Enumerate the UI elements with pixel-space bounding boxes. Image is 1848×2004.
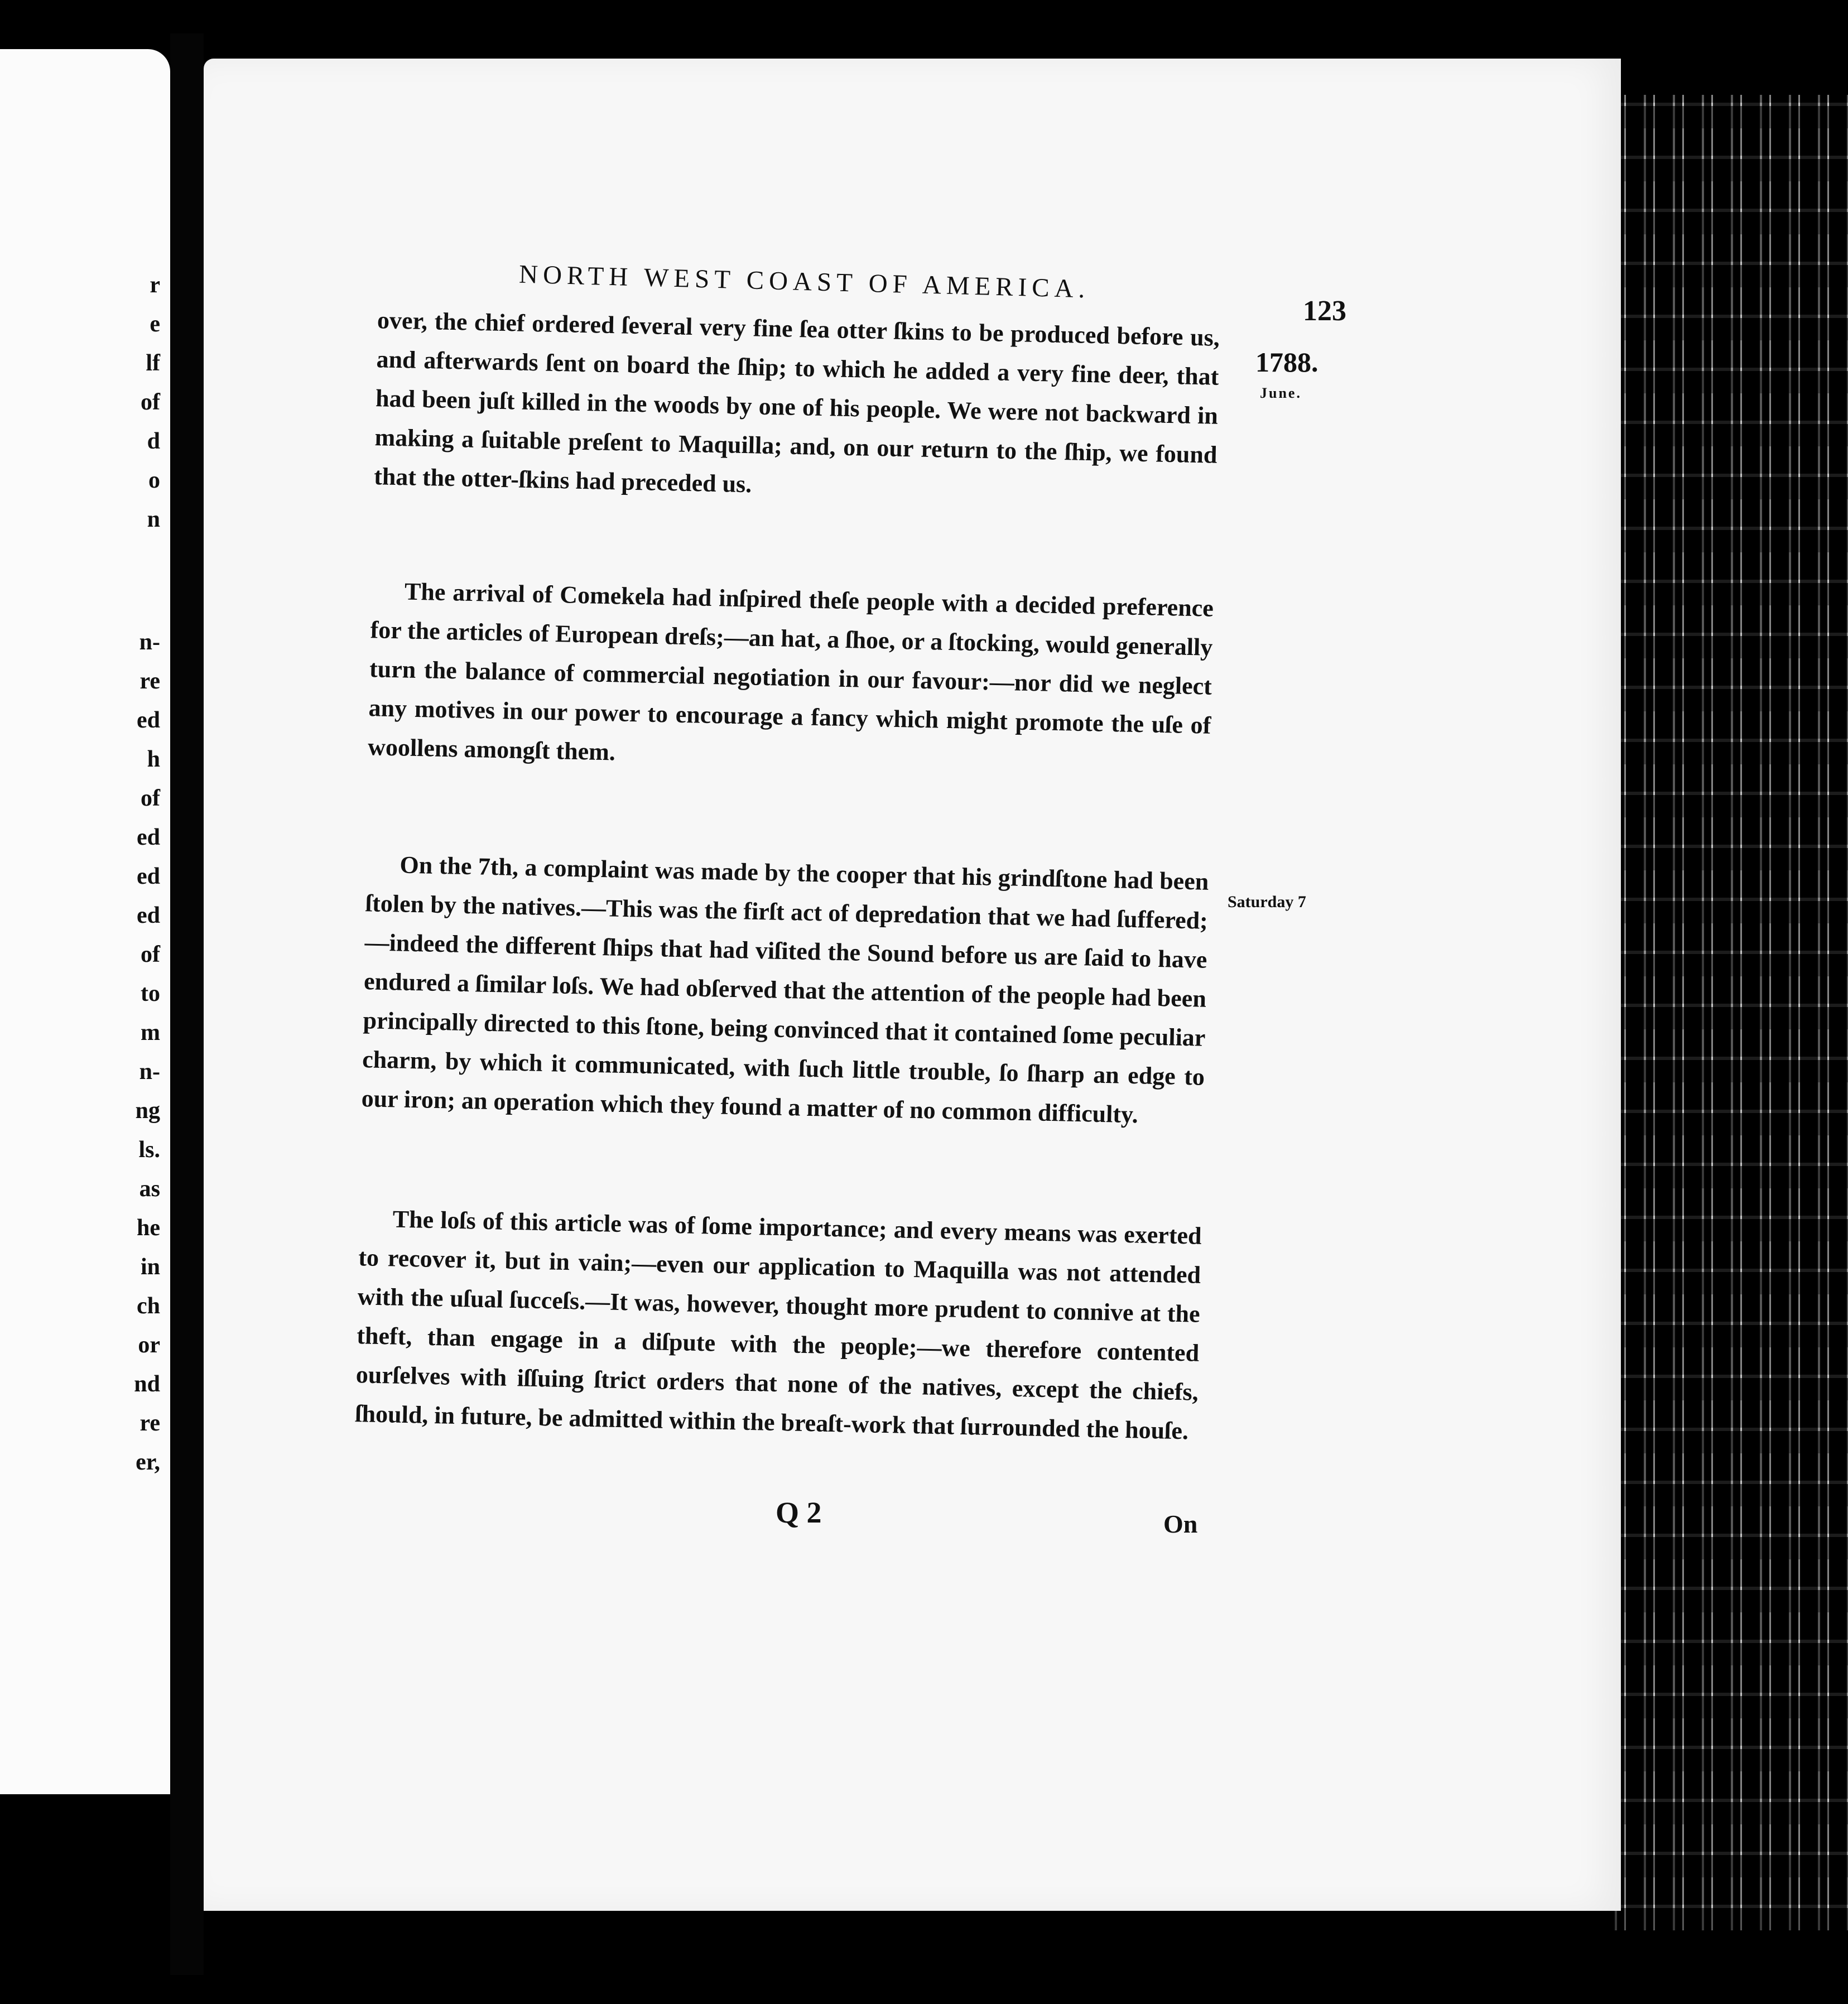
left-page-fragment: to [141,981,160,1006]
left-page-fragment: er, [136,1449,160,1475]
paragraph-2-text: The arrival of Comekela had inſpired theſe people with a decided preference for the articles of European dreſs;—an hat, a ſhoe, or a ſtocking, would generally turn the balance of commercial negotiation in our favour:—nor did we neglect any motives in our power to encourage a fancy which might promote the uſe of woollens amongſt them. [367,577,1214,766]
left-page-fragment: ch [137,1293,160,1319]
running-head: NORTH WEST COAST OF AMERICA. [518,259,1090,304]
left-page-fragment: of [141,786,160,811]
left-page-fragment: ng [135,1098,160,1124]
book-gutter [170,33,204,1975]
left-page-fragment: re [139,668,160,694]
margin-date-note: Saturday 7 [1228,893,1306,911]
paragraph-4 [355,1199,1202,1451]
left-facing-page [0,49,170,1794]
left-page-fragment: he [137,1215,160,1241]
catchword: On [1163,1510,1198,1538]
paragraph-1 [374,301,1220,514]
left-page-fragment: of [141,942,160,967]
paragraph-1-text: over, the chief ordered ſeveral very fine ſea otter ſkins to be produced before us, and afterwards ſent on board the ſhip; to which he added a very fine deer, that had been juſt killed in the woods by one of his people. We were not backward in making a ſuitable preſent to Maquilla; and, on our return to the ſhip, we found that the otter-ſkins had preceded us. [373,306,1220,498]
left-page-fragment: ed [137,864,160,889]
left-page-fragment: m [141,1020,160,1046]
paragraph-3 [361,845,1209,1136]
paragraph-3-text: On the 7th, a complaint was made by the cooper that his grindſtone had been ſtolen by the natives.—This was the firſt act of depredation that we had ſuffered;—indeed the different ſhips that had viſited the Sound before us are ſaid to have endured a ſimilar loſs. We had obſerved that the attention of the people had been principally directed to this ſtone, being convinced that it contained ſome peculiar charm, by which it communicated, with ſuch little trouble, ſo ſharp an edge to our iron; an operation which they found a matter of no common difficulty. [361,851,1209,1129]
paragraph-2 [368,571,1214,784]
left-page-fragment: n- [139,1059,160,1085]
paragraph-4-text: The loſs of this article was of ſome importance; and every means was exerted to recover it, but in vain;—even our application to Maquilla was not attended with the uſual ſucceſs.—It was, however, thought more prudent to connive at the theft, than engage in a diſpute with the people;—we therefore contented ourſelves with iſſuing ſtrict orders that none of the natives, except the chiefs, ſhould, in future, be admitted within the breaſt-work that ſurrounded the houſe. [354,1205,1202,1445]
margin-year: 1788. [1255,346,1318,378]
left-page-fragment: n [147,507,160,532]
left-page-fragment: o [148,468,160,493]
left-page-fragment: nd [134,1371,160,1397]
left-page-fragment: e [150,311,160,337]
left-page-fragment: as [139,1176,160,1202]
left-page-fragment: in [140,1254,160,1280]
left-page-fragment: ed [137,825,160,850]
page-number: 123 [1303,295,1346,327]
margin-month: June. [1260,385,1302,401]
left-page-fragment: ed [137,903,160,928]
left-page-fragment: ls. [138,1137,160,1163]
left-page-fragment: of [141,389,160,415]
left-page-fragment: ed [137,707,160,733]
left-page-fragment: or [138,1332,160,1358]
signature-mark: Q 2 [776,1496,822,1529]
left-page-fragment: d [147,428,160,454]
left-page-fragment: h [147,746,160,772]
left-page-fragment: n- [139,629,160,655]
book-page-edges [1607,95,1848,1930]
left-page-fragment: re [139,1410,160,1436]
left-page-fragment: r [150,272,160,298]
left-page-fragment: lf [146,350,160,376]
